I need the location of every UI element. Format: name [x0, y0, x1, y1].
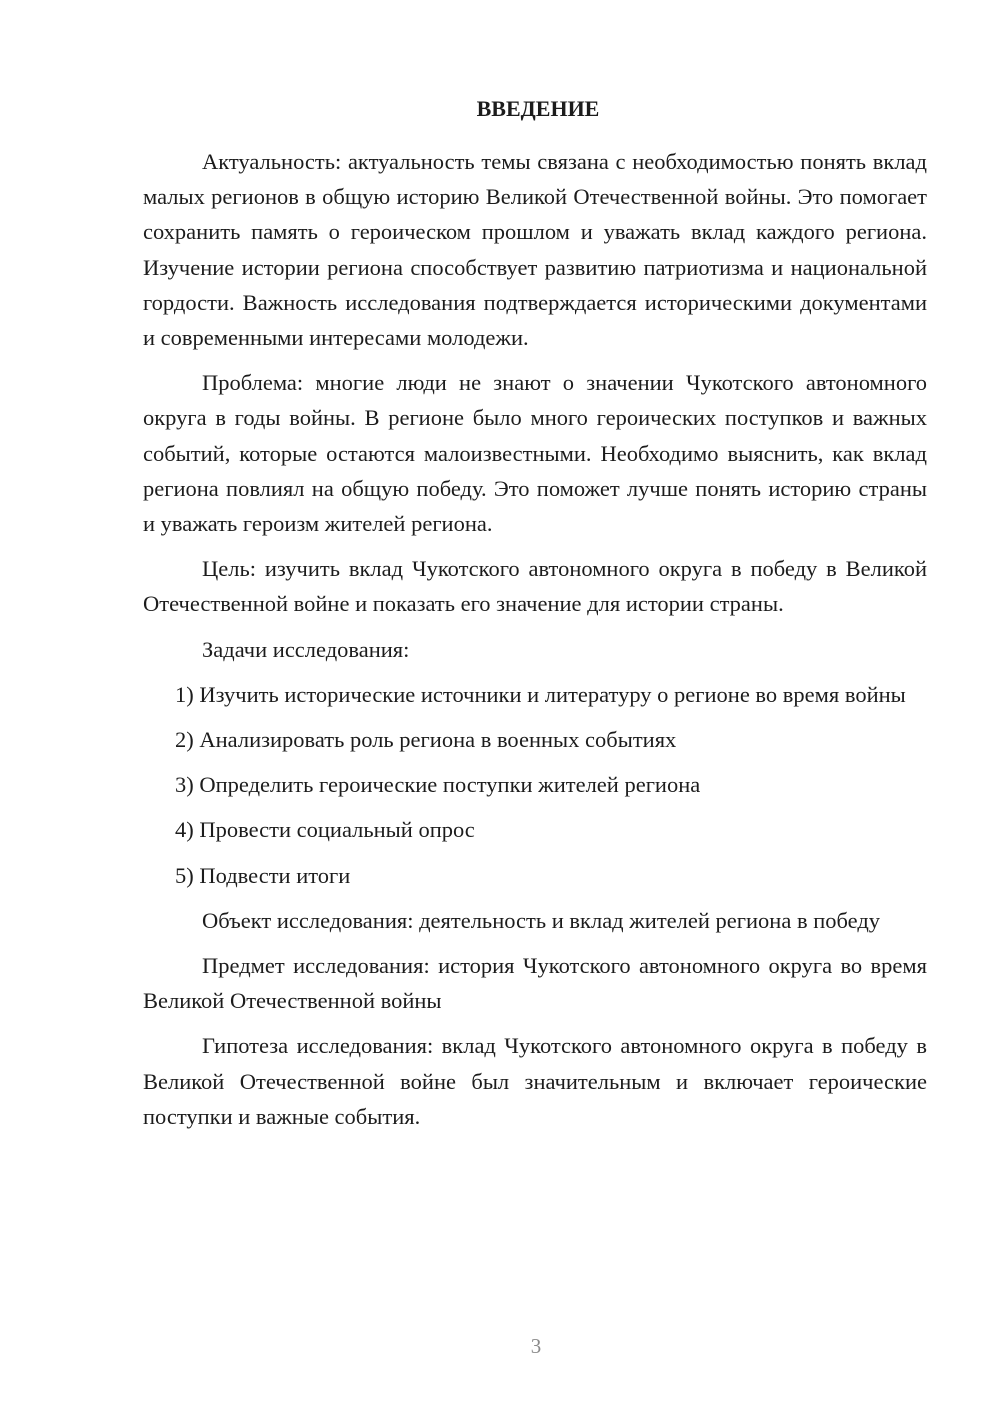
problem-paragraph: Проблема: многие люди не знают о значении Чукотского автономного округа в годы войны. В регионе было много героических поступков и важных событий, которые остаются малоизвестными. Необходимо выяснить, как вклад региона повлиял на общую победу. Это поможет лучше понять историю страны и уважать героизм жителей региона. [143, 370, 927, 537]
object-paragraph: Объект исследования: деятельность и вклад жителей региона в победу [202, 907, 881, 933]
list-item: 2) Анализировать роль региона в военных событиях [175, 727, 677, 753]
list-item: 4) Провести социальный опрос [175, 817, 475, 843]
hypothesis-paragraph: Гипотеза исследования: вклад Чукотского автономного округа в победу в Великой Отечественной войне был значительным и включает героические поступки и важные события. [143, 1033, 927, 1129]
tasks-list [143, 677, 927, 893]
list-item: 5) Подвести итоги [175, 862, 351, 888]
page-number: 3 [530, 1334, 542, 1358]
relevance-paragraph: Актуальность: актуальность темы связана с необходимостью понять вклад малых регионов в общую историю Великой Отечественной войны. Это помогает сохранить память о героическом прошлом и уважать вклад каждого региона. Изучение истории региона способствует развитию патриотизма и национальной гордости. Важность исследования подтверждается историческими документами и современными интересами молодежи. [143, 149, 927, 351]
page-title: ВВЕДЕНИЕ [476, 96, 600, 121]
goal-paragraph: Цель: изучить вклад Чукотского автономного округа в победу в Великой Отечественной войне и показать его значение для истории страны. [143, 556, 927, 617]
tasks-heading: Задачи исследования: [202, 636, 410, 662]
document-page [143, 94, 927, 1144]
list-item: 1) Изучить исторические источники и литературу о регионе во время войны [175, 681, 906, 707]
subject-paragraph: Предмет исследования: история Чукотского автономного округа во время Великой Отечественной войны [143, 953, 927, 1014]
list-item: 3) Определить героические поступки жителей региона [175, 772, 701, 798]
